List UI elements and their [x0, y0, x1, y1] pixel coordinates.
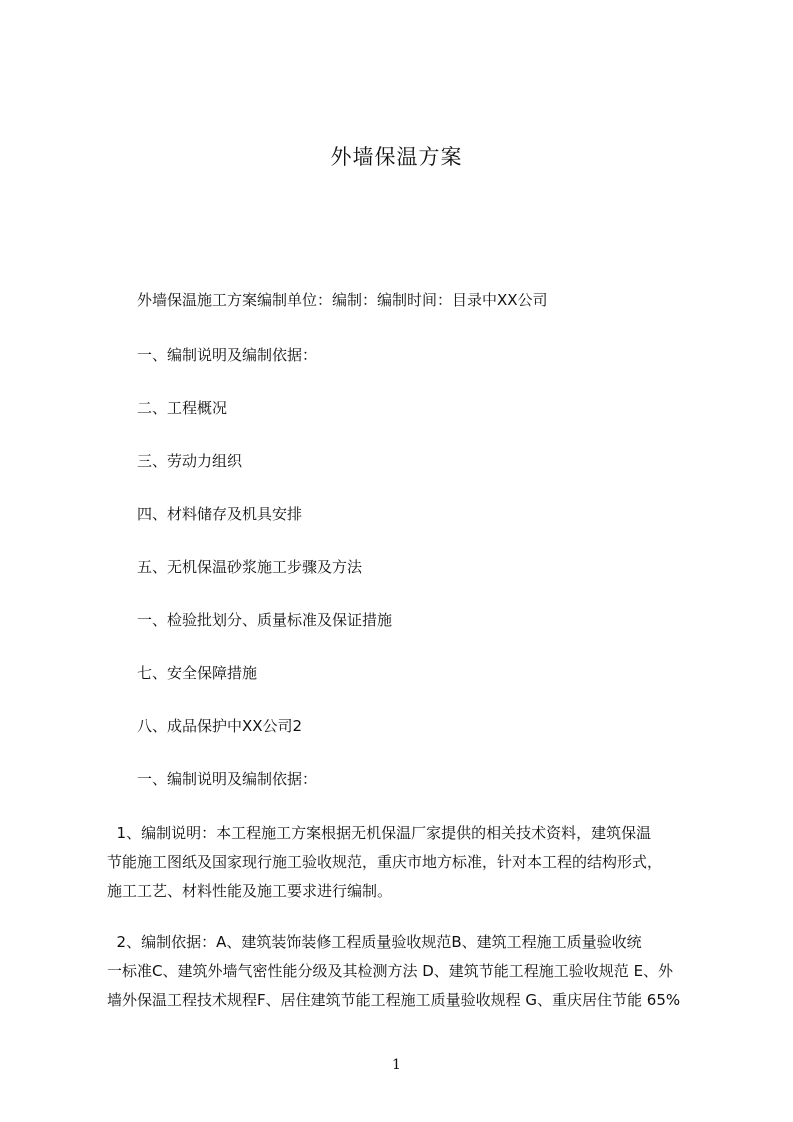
paragraph-compilation-notes [107, 819, 707, 906]
toc-item: 一、编制说明及编制依据： [137, 346, 318, 364]
toc-item: 七、安全保障措施 [137, 664, 258, 682]
toc-header: 外墙保温施工方案编制单位：编制：编制时间：目录中XX公司 [137, 291, 548, 309]
toc-item: 二、工程概况 [137, 399, 228, 417]
paragraph-line: 一标准C、建筑外墙气密性能分级及其检测方法 D、建筑节能工程施工验收规范 E、外 [107, 962, 674, 980]
toc-item: 三、劳动力组织 [137, 452, 243, 470]
paragraph-line: 节能施工图纸及国家现行施工验收规范，重庆市地方标准，针对本工程的结构形式， [107, 853, 663, 871]
section-heading: 一、编制说明及编制依据： [137, 770, 318, 788]
page-title: 外墙保温方案 [330, 145, 463, 169]
paragraph-line: 2、编制依据：A、建筑装饰装修工程质量验收规范B、建筑工程施工质量验收统 [107, 933, 642, 951]
page-number: 1 [392, 1057, 401, 1073]
paragraph-line: 墙外保温工程技术规程F、居住建筑节能工程施工质量验收规程 G、重庆居住节能 65% [107, 991, 681, 1009]
paragraph-compilation-basis [107, 928, 707, 1015]
toc-item: 八、成品保护中XX公司2 [137, 717, 303, 735]
toc-item: 四、材料储存及机具安排 [137, 505, 303, 523]
paragraph-line: 1、编制说明：本工程施工方案根据无机保温厂家提供的相关技术资料，建筑保温 [107, 824, 652, 842]
toc-item: 一、检验批划分、质量标准及保证措施 [137, 611, 393, 629]
paragraph-line: 施工工艺、材料性能及施工要求进行编制。 [107, 882, 393, 900]
toc-item: 五、无机保温砂浆施工步骤及方法 [137, 558, 363, 576]
